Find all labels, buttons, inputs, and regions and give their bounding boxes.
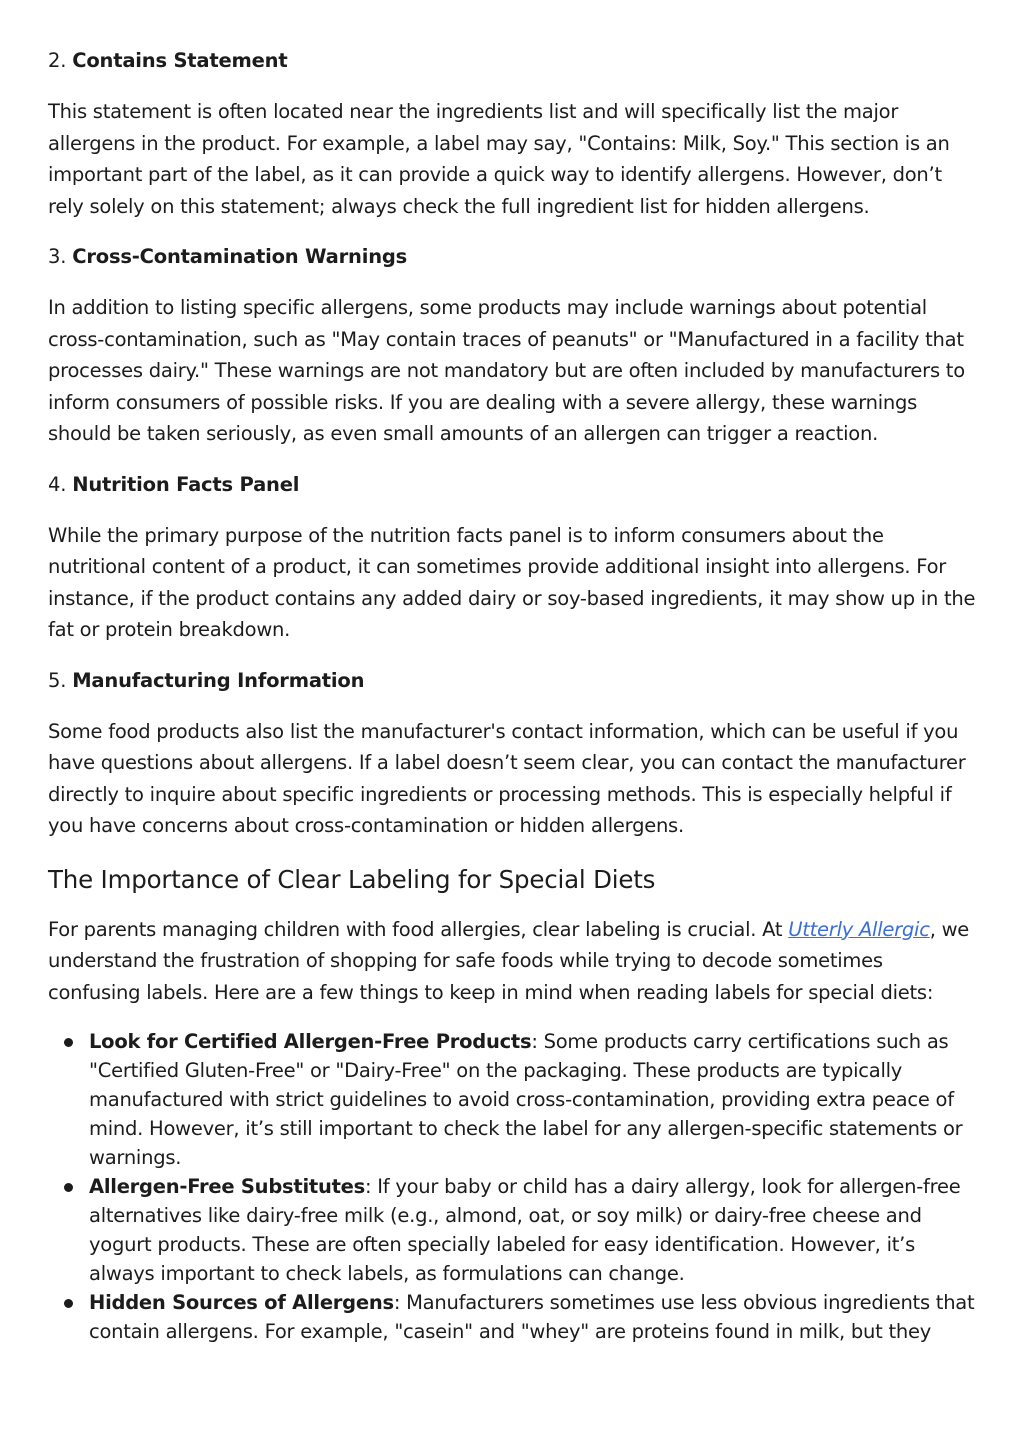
section-heading-contains-statement	[48, 45, 978, 77]
section-body-manufacturing-info: Some food products also list the manufacturer's contact information, which can be useful if you have questions about allergens. If a label doesn’t seem clear, you can contact the manufacturer directly to inquire about specific ingredients or processing methods. This is especially helpful if you have concerns about cross-contamination or hidden allergens.	[48, 719, 966, 837]
intro-text-before-link: For parents managing children with food allergies, clear labeling is crucial. At	[48, 917, 789, 941]
special-diets-intro	[48, 914, 978, 1009]
bullet-icon	[64, 1038, 73, 1047]
article-content	[48, 45, 978, 1346]
section-title: Cross-Contamination Warnings	[72, 245, 408, 268]
section-heading-manufacturing-info	[48, 665, 978, 697]
tip-text: : Manufacturers sometimes use less obvious ingredients that contain allergens. For example, "casein" and "whey" are proteins found in milk, but they	[89, 1291, 975, 1343]
section-number: 4.	[48, 472, 67, 496]
section-title: Nutrition Facts Panel	[72, 472, 300, 496]
tip-title: Look for Certified Allergen-Free Products	[89, 1030, 532, 1053]
tip-title: Allergen-Free Substitutes	[89, 1175, 365, 1198]
utterly-allergic-link[interactable]: Utterly Allergic	[788, 917, 930, 941]
tip-title: Hidden Sources of Allergens	[89, 1291, 394, 1314]
tip-text: : Some products carry certifications such as "Certified Gluten-Free" or "Dairy-Free" on the packaging. These products are typically manufactured with strict guidelines to avoid cross-contamination, providing extra peace of mind. However, it’s still important to check the label for any allergen-specific statements or warnings.	[89, 1030, 963, 1169]
tip-text: : If your baby or child has a dairy allergy, look for allergen-free alternatives like dairy-free milk (e.g., almond, oat, or soy milk) or dairy-free cheese and yogurt products. These are often specially labeled for easy identification. However, it’s always important to check labels, as formulations can change.	[89, 1175, 961, 1285]
section-heading-cross-contamination	[48, 241, 978, 273]
section-number: 3.	[48, 245, 67, 268]
section-number: 2.	[48, 49, 67, 72]
bullet-icon	[64, 1299, 73, 1308]
section-title: Contains Statement	[72, 49, 288, 72]
intro-text-after-link: , we understand the frustration of shopping for safe foods while trying to decode sometimes confusing labels. Here are a few things to keep in mind when reading labels for special diets:	[48, 917, 970, 1004]
special-diet-tips-list	[48, 1027, 978, 1346]
section-title: Manufacturing Information	[72, 668, 365, 692]
list-item-certified-allergen-free	[89, 1027, 978, 1172]
section-number: 5.	[48, 668, 67, 692]
special-diets-heading: The Importance of Clear Labeling for Special Diets	[48, 864, 656, 894]
section-body-contains-statement: This statement is often located near the ingredients list and will specifically list the major allergens in the product. For example, a label may say, "Contains: Milk, Soy." This section is an important part of the label, as it can provide a quick way to identify allergens. However, don’t rely solely on this statement; always check the full ingredient list for hidden allergens.	[48, 100, 950, 218]
section-heading-nutrition-facts	[48, 469, 978, 501]
section-body-cross-contamination: In addition to listing specific allergens, some products may include warnings about potential cross-contamination, such as "May contain traces of peanuts" or "Manufactured in a facility that processes dairy." These warnings are not mandatory but are often included by manufacturers to inform consumers of possible risks. If you are dealing with a severe allergy, these warnings should be taken seriously, as even small amounts of an allergen can trigger a reaction.	[48, 296, 965, 445]
bullet-icon	[64, 1183, 73, 1192]
section-body-nutrition-facts: While the primary purpose of the nutrition facts panel is to inform consumers about the nutritional content of a product, it can sometimes provide additional insight into allergens. For instance, if the product contains any added dairy or soy-based ingredients, it may show up in the fat or protein breakdown.	[48, 523, 976, 641]
list-item-allergen-free-substitutes	[89, 1172, 978, 1288]
list-item-hidden-sources	[89, 1288, 978, 1346]
